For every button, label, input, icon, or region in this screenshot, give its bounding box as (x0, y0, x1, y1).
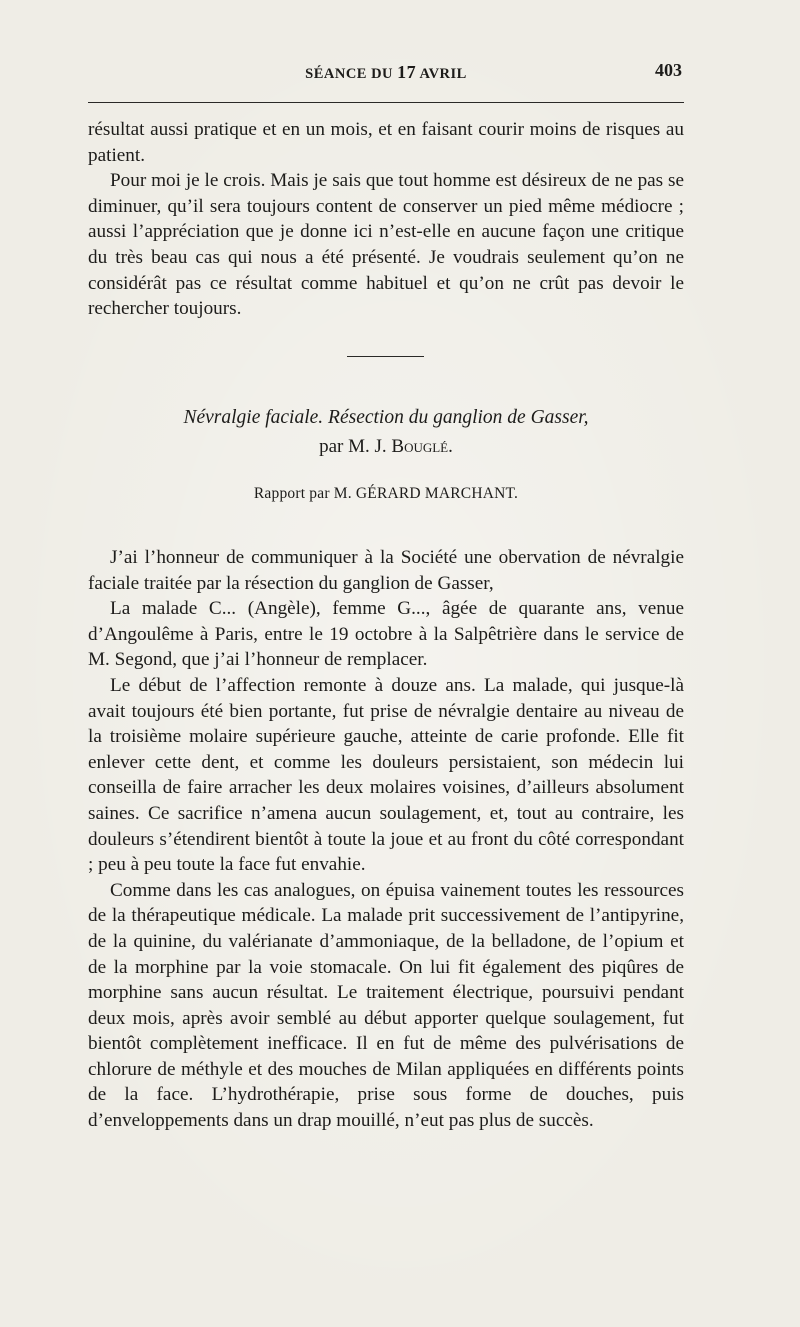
running-title (88, 62, 684, 83)
paragraph: La malade C... (Angèle), femme G..., âgée de quarante ans, venue d’Angoulême à Paris, entre le 19 octobre à la Salpêtrière dans le service de M. Segond, que j’ai l’honneur de remplacer. (88, 598, 684, 671)
author-prefix: par M. J. (319, 436, 392, 457)
paragraph: Pour moi je le crois. Mais je sais que tout homme est désireux de ne pas se diminuer, qu’il sera toujours content de conserver un pied même médiocre ; aussi l’appréciation que je donne ici n’est-elle en aucune façon une critique du très beau cas qui nous a été présenté. Je voudrais seulement qu’on ne considérât pas ce résultat comme habituel et qu’on ne crût pas devoir le rechercher toujours. (88, 170, 684, 320)
article-body (88, 545, 684, 1134)
paragraph: Le début de l’affection remonte à douze ans. La malade, qui jusque-là avait toujours été bien portante, fut prise de névralgie dentaire au niveau de la troisième molaire supérieure gauche, atteinte de carie profonde. Elle fit enlever cette dent, et comme les douleurs persistaient, son médecin lui conseilla de faire arracher les deux molaires voisines, d’ailleurs absolument saines. Ce sacrifice n’amena aucun soulagement, et, tout au contraire, les douleurs s’étendirent bientôt à toute la joue et au front du côté correspondant ; peu à peu toute la face fut envahie. (88, 674, 684, 876)
author-name: Bouglé. (391, 436, 453, 457)
section-divider (347, 356, 424, 357)
intro-text-block (88, 117, 684, 322)
report-attribution: Rapport par M. GÉRARD MARCHANT. (253, 485, 519, 502)
article-title: Névralgie faciale. Résection du ganglion de Gasser, (183, 407, 589, 428)
running-title-pre: SÉANCE DU (305, 66, 398, 82)
running-head (88, 62, 684, 88)
paragraph: Comme dans les cas analogues, on épuisa vainement toutes les ressources de la thérapeutique médicale. La malade prit successivement de l’antipyrine, de la quinine, du valérianate d’ammoniaque, de la belladone, de l’opium et de la morphine par la voie stomacale. On lui fit également des piqûres de morphine sans aucun résultat. Le traitement électrique, poursuivi pendant deux mois, après avoir semblé au début apporter quelque soulagement, fut bientôt complètement inefficace. Il en fut de même des pulvérisations de chlorure de méthyle et des mouches de Milan appliquées en différents points de la face. L’hydrothérapie, prise sous forme de douches, puis d’enveloppements dans un drap mouillé, n’eut pas plus de succès. (88, 879, 684, 1132)
article-author (88, 433, 684, 461)
running-title-post: AVRIL (416, 66, 467, 82)
running-title-day: 17 (397, 62, 417, 82)
page-number: 403 (655, 60, 682, 80)
paragraph: J’ai l’honneur de communiquer à la Société une obervation de névralgie faciale traitée par la résection du ganglion de Gasser, (88, 547, 684, 594)
header-rule (88, 102, 684, 103)
paragraph: résultat aussi pratique et en un mois, et en faisant courir moins de risques au patient. (88, 119, 684, 166)
